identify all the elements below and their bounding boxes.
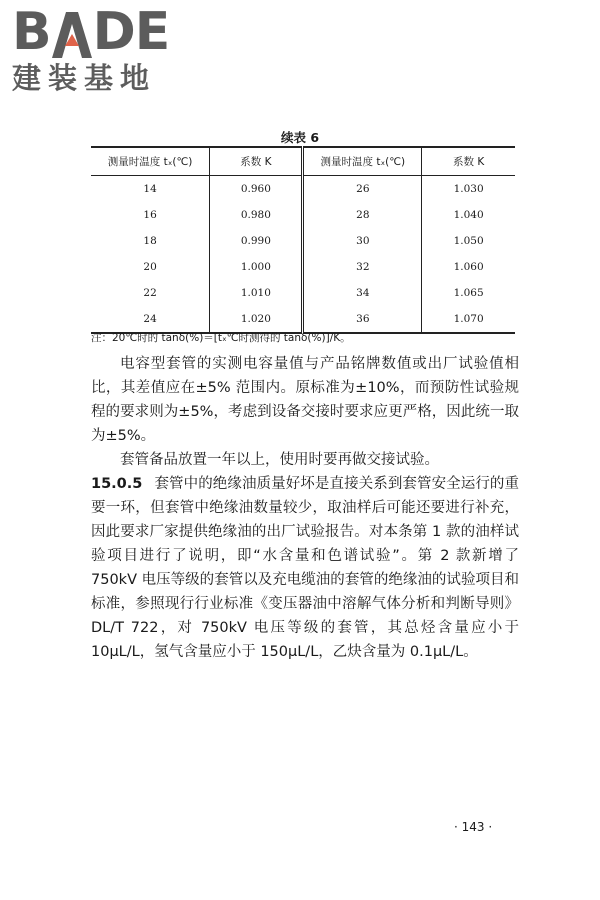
paragraph-spare-bushing: 套管备品放置一年以上，使用时要再做交接试验。 (120, 452, 439, 468)
table-cell: 22 (91, 280, 210, 306)
table-row (91, 306, 515, 333)
section-text: 套管中的绝缘油质量好坏是直接关系到套管安全运行的重要一环，但套管中绝缘油数量较少，取油样后可能还要进行补充，因此要求厂家提供绝缘油的出厂试验报告。对本条第 1 款的油样试验项目进行了说明，即“水含量和色谱试验”。第 2 款新增了 750kV 电压等级的套管以及充电缆油的套管的绝缘油的试验项目和标准，参照现行行业标准《变压器油中溶解气体分析和判断导则》DL/T 722，对 750kV 电压等级的套管，其总烃含量应小于 10μL/L，氢气含量应小于 150μL/L，乙炔含量为 0.1μL/L。 (91, 476, 519, 660)
table-cell: 1.010 (210, 280, 303, 306)
paragraph-15-0-5 (91, 472, 519, 664)
table-cell: 0.990 (210, 228, 303, 254)
header-k-left: 系数 K (210, 147, 303, 176)
table-row (91, 254, 515, 280)
table-title: 续表 6 (280, 130, 320, 145)
table-row (91, 280, 515, 306)
table-cell: 20 (91, 254, 210, 280)
body-text (91, 352, 519, 664)
bade-logo (12, 2, 187, 95)
table-cell: 0.980 (210, 202, 303, 228)
header-k-right: 系数 K (422, 147, 515, 176)
table-cell: 16 (91, 202, 210, 228)
coefficient-table (91, 146, 515, 334)
table-cell: 28 (303, 202, 422, 228)
table-cell: 30 (303, 228, 422, 254)
table-cell: 36 (303, 306, 422, 333)
table-cell: 26 (303, 176, 422, 203)
table-cell: 1.070 (422, 306, 515, 333)
table-cell: 32 (303, 254, 422, 280)
table-header-row (91, 147, 515, 176)
table-cell: 1.065 (422, 280, 515, 306)
paragraph-capacitance: 电容型套管的实测电容量值与产品铭牌数值或出厂试验值相比，其差值应在±5% 范围内。原标准为±10%，而预防性试验规程的要求则为±5%，考虑到设备交接时要求应更严格，因此统一取为±5%。 (91, 356, 519, 444)
table-cell: 1.020 (210, 306, 303, 333)
table-cell: 1.030 (422, 176, 515, 203)
logo-subtitle: 建装基地 (12, 61, 157, 95)
table-row (91, 228, 515, 254)
table-cell: 1.000 (210, 254, 303, 280)
table-cell: 1.050 (422, 228, 515, 254)
logo-letter-b: B (12, 2, 51, 62)
header-temp-right: 测量时温度 tₓ(℃) (303, 147, 422, 176)
logo-a-mark (52, 12, 92, 58)
table-cell: 1.060 (422, 254, 515, 280)
logo-letters-de: DE (92, 2, 170, 62)
table-cell: 14 (91, 176, 210, 203)
logo-wordmark (12, 2, 187, 62)
table-row (91, 202, 515, 228)
section-number: 15.0.5 (91, 476, 143, 492)
table-cell: 1.040 (422, 202, 515, 228)
table-cell: 18 (91, 228, 210, 254)
header-temp-left: 测量时温度 tₓ(℃) (91, 147, 210, 176)
table-note: 注：20℃时的 tanδ(%)＝[tₓ℃时测得的 tanδ(%)]/K。 (91, 332, 351, 344)
page-number: · 143 · (454, 820, 493, 834)
table-cell: 0.960 (210, 176, 303, 203)
table-cell: 24 (91, 306, 210, 333)
table-row (91, 176, 515, 203)
table-cell: 34 (303, 280, 422, 306)
